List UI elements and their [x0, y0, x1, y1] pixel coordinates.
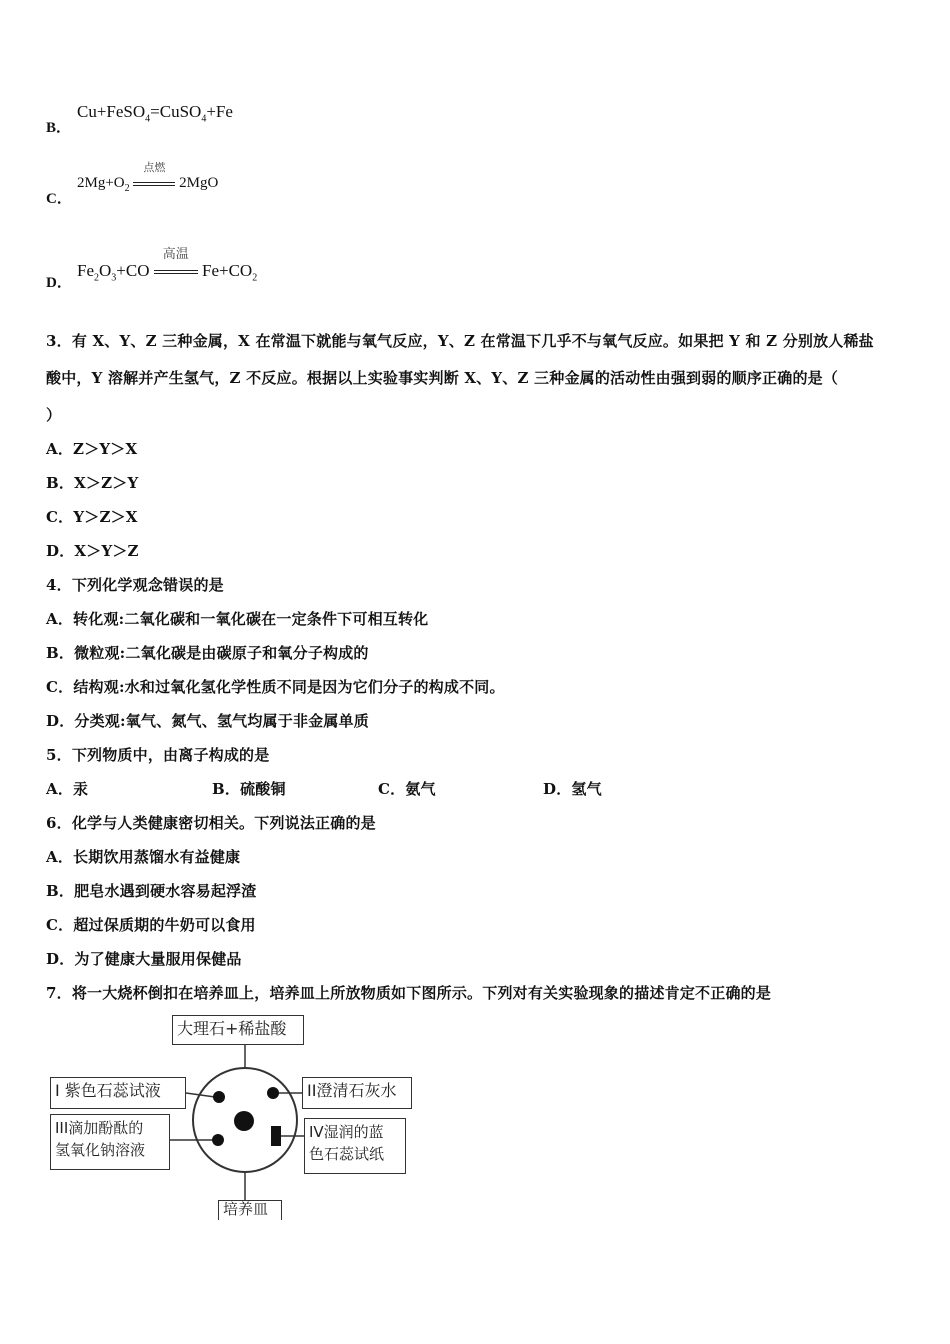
- option-b-letter: B．: [46, 120, 72, 136]
- connector-left1: [186, 1093, 215, 1097]
- label-iv-line2: 色石蕊试纸: [309, 1145, 385, 1163]
- q3-line-2: 酸中，Y 溶解并产生氢气，Z 不反应。根据以上实验事实判断 X、Y、Z 三种金属的活动性由强到弱的顺序正确的是（: [46, 369, 839, 387]
- option-d-letter: D．: [46, 275, 72, 291]
- option-b-equation: Cu+FeSO$_4$=CuSO$_4$+Fe: [77, 102, 233, 125]
- label-iii: [50, 1114, 170, 1170]
- paper-strip-iv: [271, 1126, 281, 1146]
- q5-option-c: C．氨气: [378, 780, 436, 798]
- q4-stem: 4．下列化学观念错误的是: [46, 576, 224, 594]
- q7-stem: 7．将一大烧杯倒扣在培养皿上，培养皿上所放物质如下图所示。下列对有关实验现象的描述肯定不正确的是: [46, 984, 772, 1002]
- q6-option-c: C．超过保质期的牛奶可以食用: [46, 916, 256, 934]
- petri-dish-circle: [193, 1068, 297, 1172]
- q4-option-d: D．分类观:氧气、氮气、氢气均属于非金属单质: [46, 712, 369, 730]
- q4-option-b: B．微粒观:二氧化碳是由碳原子和氧分子构成的: [46, 644, 369, 662]
- label-ii: II澄清石灰水: [302, 1077, 412, 1109]
- q5-stem: 5．下列物质中，由离子构成的是: [46, 746, 270, 764]
- q3-option-d: D．X＞Y＞Z: [46, 542, 139, 560]
- dot-iii: [212, 1134, 224, 1146]
- q6-option-b: B．肥皂水遇到硬水容易起浮渣: [46, 882, 257, 900]
- label-iii-line1: III滴加酚酞的: [55, 1119, 144, 1137]
- q4-option-a: A．转化观:二氧化碳和一氧化碳在一定条件下可相互转化: [46, 610, 429, 628]
- option-c-letter: C．: [46, 191, 72, 207]
- dot-i: [213, 1091, 225, 1103]
- q6-stem: 6．化学与人类健康密切相关。下列说法正确的是: [46, 814, 376, 832]
- option-c-equation: $2Mg+O_2$ 点燃 2MgO: [77, 162, 219, 194]
- label-bottom: 培养皿: [218, 1200, 282, 1220]
- q3-option-a: A．Z＞Y＞X: [46, 440, 138, 458]
- label-top: 大理石+稀盐酸: [172, 1015, 304, 1045]
- dot-ii: [267, 1087, 279, 1099]
- q3-line-3: ）: [46, 406, 62, 424]
- label-iii-line2: 氢氧化钠溶液: [55, 1141, 146, 1159]
- q6-option-d: D．为了健康大量服用保健品: [46, 950, 242, 968]
- q5-option-b: B．硫酸铜: [212, 780, 286, 798]
- option-d-equation: $Fe_2O_3+CO$ 高温 $Fe+CO_2$: [77, 246, 258, 284]
- dot-center: [234, 1111, 254, 1131]
- label-i: I 紫色石蕊试液: [50, 1077, 186, 1109]
- q6-option-a: A．长期饮用蒸馏水有益健康: [46, 848, 241, 866]
- q3-line-1: 3．有 X、Y、Z 三种金属，X 在常温下就能与氧气反应，Y、Z 在常温下几乎不与氧气反应。如果把 Y 和 Z 分别放人稀盐: [46, 332, 874, 350]
- q3-option-c: C．Y＞Z＞X: [46, 508, 138, 526]
- q5-option-a: A．汞: [46, 780, 89, 798]
- q3-option-b: B．X＞Z＞Y: [46, 474, 139, 492]
- q4-option-c: C．结构观:水和过氧化氢化学性质不同是因为它们分子的构成不同。: [46, 678, 505, 696]
- q5-option-d: D．氢气: [543, 780, 602, 798]
- label-iv: [304, 1118, 406, 1174]
- label-iv-line1: IV湿润的蓝: [309, 1123, 384, 1141]
